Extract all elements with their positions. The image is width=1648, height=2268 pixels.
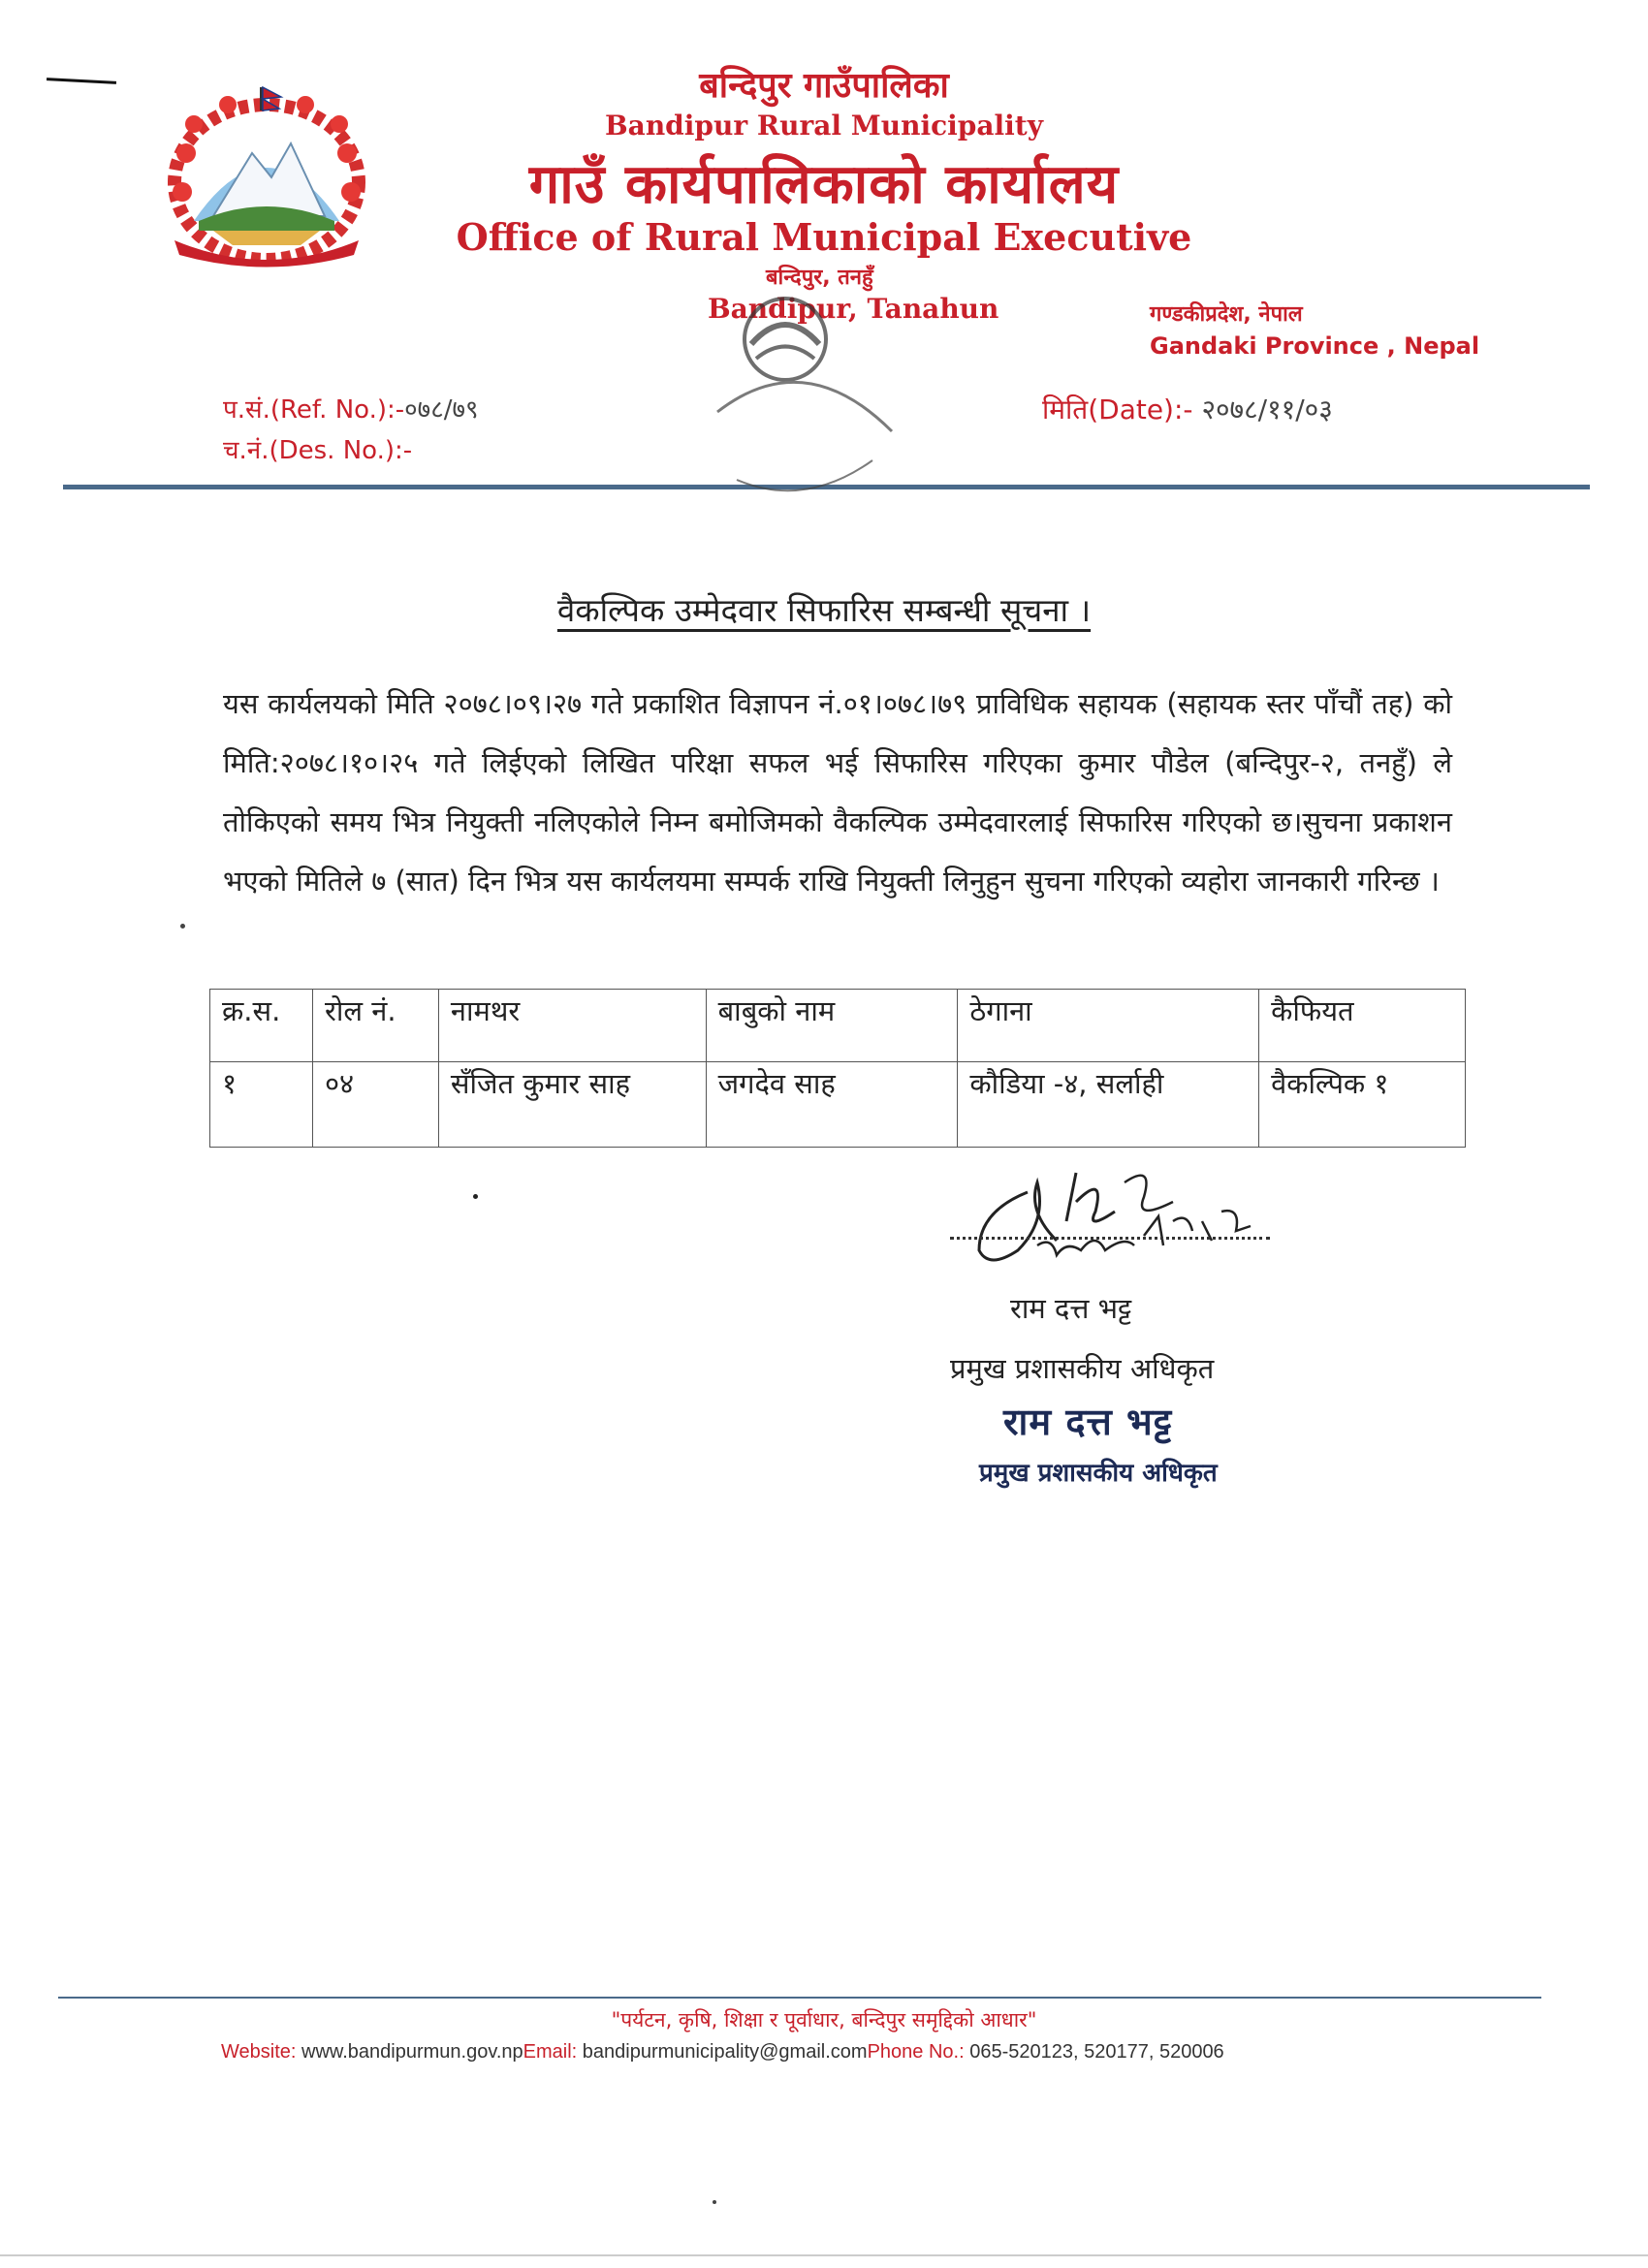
table-row xyxy=(210,1062,1466,1148)
signatory-name: राम दत्त भट्ट xyxy=(1010,1292,1132,1325)
phone-value: 065-520123, 520177, 520006 xyxy=(964,2041,1224,2063)
signatory-title: प्रमुख प्रशासकीय अधिकृत xyxy=(950,1352,1215,1385)
stray-mark xyxy=(180,924,185,929)
cell-father: जगदेव साह xyxy=(706,1062,958,1148)
letter-date xyxy=(1042,391,1333,427)
notice-body: यस कार्यलयको मिति २०७८।०९।२७ गते प्रकाशित विज्ञापन नं.०१।०७८।७९ प्राविधिक सहायक (सहायक स्तर पाँचौं तह) को मिति:२०७८।१०।२५ गते लिईएको लिखित परिक्षा सफल भई सिफारिस गरिएका कुमार पौडेल (बन्दिपुर-२, तनहुँ) ले तोकिएको समय भित्र नियुक्ती नलिएकोले निम्न बमोजिमको वैकल्पिक उम्मेदवारलाई सिफारिस गरिएको छ।सुचना प्रकाशन भएको मितिले ७ (सात) दिन भित्र यस कार्यलयमा सम्पर्क राखि नियुक्ती लिनुहुन सुचना गरिएको व्यहोरा जानकारी गरिन्छ । xyxy=(223,687,1452,898)
seal-name: राम दत्त भट्ट xyxy=(1003,1401,1173,1443)
col-name: नामथर xyxy=(438,990,706,1062)
office-name-np: गाउँ कार्यपालिकाको कार्यालय xyxy=(528,153,1120,216)
signature-line xyxy=(950,1237,1270,1240)
email-value: bandipurmunicipality@gmail.com xyxy=(577,2041,868,2063)
cell-address: कौडिया -४, सर्लाही xyxy=(958,1062,1259,1148)
stray-mark xyxy=(473,1194,478,1199)
col-father: बाबुको नाम xyxy=(706,990,958,1062)
cell-serial: १ xyxy=(210,1062,313,1148)
office-name-en: Office of Rural Municipal Executive xyxy=(456,215,1192,259)
cell-roll: ०४ xyxy=(312,1062,438,1148)
province-en: Gandaki Province , Nepal xyxy=(1150,332,1480,360)
des-number: च.नं.(Des. No.):- xyxy=(223,436,413,465)
website-value: www.bandipurmun.gov.np xyxy=(296,2041,523,2063)
page-edge xyxy=(0,2254,1648,2256)
stray-mark xyxy=(713,2200,716,2204)
col-address: ठेगाना xyxy=(958,990,1259,1062)
col-serial: क्र.स. xyxy=(210,990,313,1062)
date-value: २०७८/११/०३ xyxy=(1201,394,1333,425)
notice-title: वैकल्पिक उम्मेदवार सिफारिस सम्बन्धी सूचना । xyxy=(556,591,1092,629)
col-roll: रोल नं. xyxy=(312,990,438,1062)
municipality-name-np: बन्दिपुर गाउँपालिका xyxy=(699,66,949,106)
municipality-name-en: Bandipur Rural Municipality xyxy=(605,110,1043,142)
footer-slogan: "पर्यटन, कृषि, शिक्षा र पूर्वाधार, बन्दिपुर समृद्दिको आधार" xyxy=(611,2008,1037,2032)
table-header-row xyxy=(210,990,1466,1062)
signature-icon xyxy=(960,1153,1289,1279)
footer-divider xyxy=(58,1997,1541,1999)
office-stamp-icon xyxy=(679,286,931,538)
location-en: Bandipur, Tanahun xyxy=(708,293,999,325)
ref-label: प.सं.(Ref. No.):- xyxy=(223,395,405,425)
cell-name: सँजित कुमार साह xyxy=(438,1062,706,1148)
cell-remarks: वैकल्पिक १ xyxy=(1259,1062,1466,1148)
col-remarks: कैफियत xyxy=(1259,990,1466,1062)
province-np: गण्डकीप्रदेश, नेपाल xyxy=(1150,302,1303,327)
website-label: Website: xyxy=(221,2041,297,2063)
ref-number xyxy=(223,391,479,425)
seal-title: प्रमुख प्रशासकीय अधिकृत xyxy=(979,1459,1218,1488)
candidate-table xyxy=(209,989,1466,1148)
phone-label: Phone No.: xyxy=(867,2041,965,2063)
ref-value: ०७८/७९ xyxy=(404,395,479,425)
footer-contact xyxy=(221,2041,1224,2063)
email-label: Email: xyxy=(523,2041,578,2063)
location-np: बन्दिपुर, तनहुँ xyxy=(766,266,873,290)
date-label: मिति(Date):- xyxy=(1042,394,1193,425)
